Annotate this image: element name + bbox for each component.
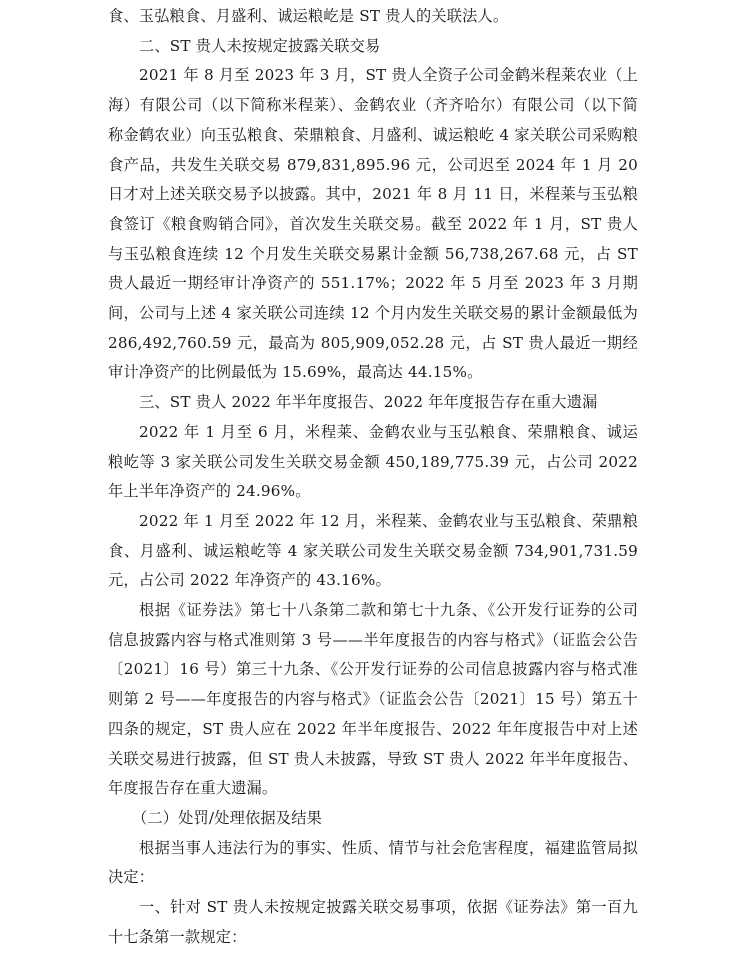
- paragraph-half-year: 2022 年 1 月至 6 月，米程莱、金鹤农业与玉弘粮食、荣鼎粮食、诚运粮屹等 3 家关联公司发生关联交易金额 450,189,775.39 元，占公司 2022 年上半年净资产的 24.96%。: [108, 422, 638, 501]
- paragraph-continuation: 食、玉弘粮食、月盛利、诚运粮屹是 ST 贵人的关联法人。: [108, 7, 509, 25]
- paragraph-decision-intro: 根据当事人违法行为的事实、性质、情节与社会危害程度，福建监管局拟决定：: [108, 838, 638, 887]
- paragraph-decision-item-1: 一、针对 ST 贵人未按规定披露关联交易事项，依据《证券法》第一百九十七条第一款规定：: [108, 898, 638, 946]
- section-heading-3: 三、ST 贵人 2022 年半年度报告、2022 年年度报告存在重大遗漏: [139, 393, 598, 412]
- section-heading-2: 二、ST 贵人未按规定披露关联交易: [139, 36, 381, 55]
- paragraph-related-transactions: 2021 年 8 月至 2023 年 3 月，ST 贵人全资子公司金鹤米程莱农业（上海）有限公司（以下简称米程莱）、金鹤农业（齐齐哈尔）有限公司（以下简称金鹤农业）向玉弘粮食、荣鼎粮食、月盛利、诚运粮屹 4 家关联公司采购粮食产品，共发生关联交易 879,831,895.96 元，公司迟至 2024 年 1 月 20 日才对上述关联交易予以披露。其中，2021 年 8 月 11 日，米程莱与玉弘粮食签订《粮食购销合同》，首次发生关联交易。截至 2022 年 1 月，ST 贵人与玉弘粮食连续 12 个月发生关联交易累计金额 56,738,267.68 元，占 ST 贵人最近一期经审计净资产的 551.17%；2022 年 5 月至 2023 年 3 月期间，公司与上述 4 家关联公司连续 12 个月内发生关联交易的累计金额最低为 286,492,760.59 元，最高为 805,909,052.28 元，占 ST 贵人最近一期经审计净资产的比例最低为 15.69%，最高达 44.15%。: [108, 66, 638, 382]
- sub-heading-penalty-basis: （二）处罚/处理依据及结果: [132, 808, 322, 827]
- document-page: [108, 2, 638, 953]
- paragraph-legal-basis: 根据《证券法》第七十八条第二款和第七十九条、《公开发行证券的公司信息披露内容与格式准则第 3 号——半年度报告的内容与格式》（证监会公告〔2021〕16 号）第三十九条、《公开发行证券的公司信息披露内容与格式准则第 2 号——年度报告的内容与格式》（证监会公告〔2021〕15 号）第五十四条的规定，ST 贵人应在 2022 年半年度报告、2022 年年度报告中对上述关联交易进行披露，但 ST 贵人未披露，导致 ST 贵人 2022 年半年度报告、年度报告存在重大遗漏。: [108, 601, 638, 798]
- paragraph-full-year: 2022 年 1 月至 2022 年 12 月，米程莱、金鹤农业与玉弘粮食、荣鼎粮食、月盛利、诚运粮屹等 4 家关联公司发生关联交易金额 734,901,731.59 元，占公司 2022 年净资产的 43.16%。: [108, 511, 638, 590]
